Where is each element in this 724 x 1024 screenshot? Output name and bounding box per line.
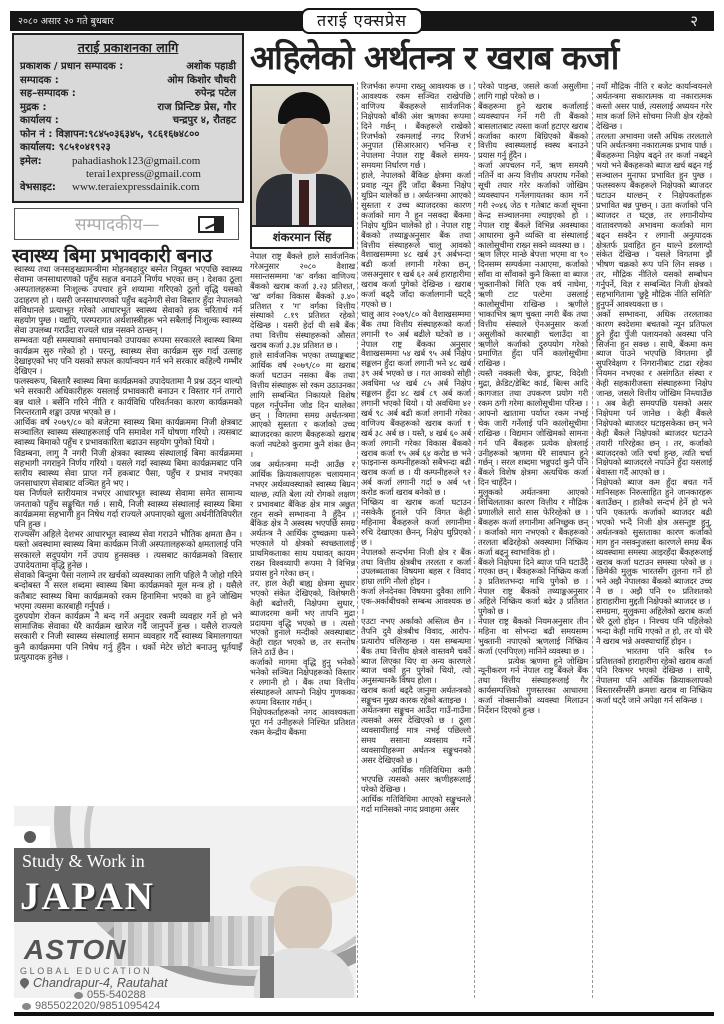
ad-phone-text: 055-540288: [87, 989, 146, 1001]
article-paragraph: मुलुकको अर्थतन्त्रमा आएको शिथिलताका कारण वित्तीय र मौद्रिक प्रणालीले सारो सास फेरिरहेको छ । बैंकहरू कर्जा लगानीमा अनिच्छुक छन् । कर्जाको माग नभएको र बैंकहरूको तरलता बढिरहेको अवस्थामा निष्क्रिय कर्जा बढ्नु स्वाभाविक हो ।: [478, 487, 588, 557]
ad-country: JAPAN: [20, 875, 155, 918]
column-divider: [592, 82, 593, 998]
pen-writing-icon: [198, 216, 224, 233]
author-face: [280, 118, 328, 174]
article-paragraph: निष्क्रिय वा खराब कर्जा घटाउन नसकेकै हुनाले पनि विगत केही महिनामा बैंकहरूले कर्जा लगानीमा रुचि देखाएका छैनन्, निक्षेप थुप्रिएको छ ।: [361, 497, 471, 547]
mobile-icon: [22, 1003, 31, 1010]
author-photo: [250, 84, 354, 249]
ad-brand-logo: ASTON: [24, 934, 127, 965]
publisher-row-value: रुपेन्द्र पटेल: [194, 88, 236, 99]
article-paragraph: समग्रमा, मुलुकमा अहिलेको खराब कर्जा धेरै ठूलो होइन । निश्चय पनि पहिलेको भन्दा केही माथि गएको त हो, तर यो धेरै नै खराब भन्ने अवस्थाचाहिँ होइन ।: [596, 606, 712, 646]
column-divider: [474, 82, 475, 998]
email-row: [20, 155, 236, 168]
editorial-section-label: सम्पादकीय—: [75, 215, 160, 235]
publisher-row-label: सह–सम्पादक :: [20, 88, 76, 99]
publisher-row-label: कार्यालय :: [20, 115, 59, 126]
publisher-info-box: [12, 33, 244, 203]
editorial-label-box: [14, 208, 239, 240]
ad-mobile-text: 9855022020/9851095424: [35, 1000, 161, 1012]
article-paragraph: अर्को सम्भावना, अधिक तरलताका कारण स्वदेशमा बचतको न्यून प्रतिफल हुने हुँदा पुँजी पलायनको अवस्था पनि सिर्जना हुन सक्छ । साथै, बैंकमा कम ब्याज पाउने भएपछि विगतमा झैं सुपरिवेक्षण र निगरानीबाट टाढा रहेका नियमन नभएका र असंगठित संस्था र केही सहकारीजस्ता संस्थाहरूमा निक्षेप जान्छ, जसले वित्तीय जोखिम निम्त्याउँछ । अब केही समयपछि यसको असर निक्षेपमा पर्न जानेछ । केही बैंकले निक्षेपको ब्याजदर घटाइसकेका छन् भने केही बैंकले निक्षेपको ब्याजदर घटाउने तयारी गरिरहेका छन् । तर, कर्जाको ब्याजदरको जति चर्चा हुन्छ, त्यति चर्चा निक्षेपको ब्याजदरले नपाउने हुँदा यसलाई बेवास्ता गर्दै आएको छ ।: [596, 308, 712, 478]
publisher-box-title: तराई प्रकाशनका लागि: [77, 40, 179, 55]
publisher-row: [20, 114, 236, 128]
article-paragraph: एउटा नभए अर्काको अस्तित्व छैन । तैपनि दुवै क्षेत्रबीच विवाद, आरोप-प्रत्यारोप चलिरहन्छ । यस सम्बन्धमा बैंक तथा वित्तीय क्षेत्रले वास्तवमै चर्को ब्याज लिएका थिए वा अन्य कारणले ब्याज चर्को हुन पुगेको थियो, त्यो अनुसन्धानकै विषय होला ।: [361, 615, 471, 686]
article-paragraph: तर, हाल केही बाह्य क्षेत्रमा सुधार भएको संकेत देखिएको, विशेषगरी केही बढोत्तरी, निक्षेपमा सुधार, ब्याजदरमा कमी भए तापनि मुद्रा प्रदायमा वृद्धि भएको छ । त्यसो भएको हुनाले मन्दीको अवस्थाबाट केही राहत भएको छ, तर सन्तोष लिने ठाउँ छैन ।: [250, 577, 355, 658]
article-paragraph: कर्जा लेनदेनका विषयमा दुवैका लागि एक-अर्काबीचको सम्बन्ध आवश्यक छ ।: [361, 586, 471, 617]
editorial-title: स्वास्थ्य बिमा प्रभावकारी बनाउ: [12, 245, 212, 267]
issue-date: २०८० असार २० गते बुधबार: [18, 16, 114, 27]
publisher-row-value: ओम किशोर चौधरी: [167, 74, 236, 86]
publisher-row: [20, 60, 236, 74]
editorial-paragraph: फलस्वरूप, बिस्तारै स्वास्थ्य बिमा कार्यक्रमको उपादेयतामा नै प्रश्न उठ्न थाल्यो भने सरकारी अधिकारीहरू यसलाई प्रभावकारी बनाउन र विस्तार गर्न तगारो बन्न थाले । बर्सेनि गरिने नीति र कार्यविधि परिवर्तनका कारण कार्यक्रमको निरन्तरतामै शङ्का उत्पन्न भएको छ ।: [14, 377, 242, 418]
ad-mobile: [22, 1000, 160, 1012]
page-header-bar: [10, 11, 714, 31]
editorial-paragraph: यस निर्णयले स्तरीयमात्र नभएर आधारभूत स्वास्थ्य सेवामा समेत सामान्य जनताको पहुँच सङ्कुचित गर्छ । साथै, निजी स्वास्थ्य संस्थालाई स्वास्थ्य बिमा कार्यक्रममा सहभागी हुन निषेध गर्दा राज्यले अपनाएको खुला अर्थनीतिविपरीत पनि हुन्छ ।: [14, 489, 242, 531]
ad-address-text: Chandrapur-4, Rautahat: [33, 976, 168, 990]
article-paragraph: हाले सार्वजनिक भएका तथ्याङ्कबाट आर्थिक वर्ष २०७९/८० मा खराब कर्जा घटाउन नसका बैंक तथा वित्तीय संस्थाहरू सो रकम उठाउनका लागि सम्बन्धित निकायले विशेष पहल गर्नुपर्नेमा जोड दिन थालेका छन् । विगतमा समग्र अर्थतन्त्रमा आएको सुस्तता र कर्जाको उच्च ब्याजदरका कारण बैंकहरूको खराब कर्जा नघटेको कुरामा कुनै शंका छैन ।: [250, 350, 355, 460]
phone-line: फोन नं : विज्ञापन:९८४५०३६३४५, ९८६१६७४८००: [20, 128, 200, 140]
publisher-row-label: प्रकाशक / प्रधान सम्पादक :: [20, 61, 124, 72]
article-paragraph: हाले, नेपालको बैंकिङ क्षेत्रमा कर्जा प्रवाह न्यून हुँदै जाँदा बैंकमा निक्षेप थुप्रिन थालेको छ । अर्थतन्त्रमा आएको सुस्तता र उच्च ब्याजदरका कारण कर्जाको माग नै हुन नसक्दा बैंकमा निक्षेप थुप्रिन थालेको हो । नेपाल राष्ट्र बैंकको तथ्याङ्कअनुसार बैंक तथा वित्तीय संस्थाहरूले चालु आवको वैशाखसम्ममा ४८ खर्ब ३९ अर्बभन्दा बढी कर्जा लगानी गरेका छन्, जसअनुसार १ खर्ब ६२ अर्ब हाराहारीमा खराब कर्जा पुगेको देखिन्छ । खराब कर्जा बढ्दै जाँदा कर्जालगानी घट्दै गएको छ ।: [361, 170, 471, 309]
email-label: इमेल:: [20, 155, 42, 167]
author-tie: [299, 180, 309, 226]
article-paragraph: कर्जाको मागमा वृद्धि हुनु भनेको भनेको सञ्चित निक्षेपहरूको विस्तार र लगानी हो । बैंक तथा वित्तीय संस्थाहरूले आफ्नो निक्षेप गुणकका रूपमा विस्तार गर्छन् ।: [250, 657, 355, 707]
article-paragraph: अर्थतन्त्रमा सङ्कुचन आउँदा गाउँ-गाउँमा त्यसको असर देखिएको छ । ठूला व्यवसायीलाई मात्र नभई पछिल्लो समय ससाना व्यवसाय गर्ने व्यवसायीहरूमा अर्थतन्त्र सङ्कुचनको असर देखिएको छ ।: [361, 705, 471, 765]
ad-student-photo: [244, 866, 356, 998]
article-paragraph: रिजर्भका रूपमा राख्नु आवश्यक छ । आवश्यक रकम सञ्चित राखेपछि वाणिज्य बैंकहरूले सार्वजनिक निक्षेपको बाँकी अंश ऋणका रूपमा दिने गर्छन् । बैंकहरूले राखेको रिजर्भको रकमलाई नगद रिजर्भ अनुपात (सिआरआर) भनिन्छ र नेपालमा नेपाल राष्ट्र बैंकले समय-समयमा निर्धारण गर्छ ।: [361, 81, 471, 171]
office-phone-line: कार्यालय: ९८५१०४१९२३: [20, 142, 111, 153]
japan-flag-icon: [14, 826, 50, 848]
article-paragraph: नेपालको सन्दर्भमा निजी क्षेत्र र बैंक तथा वित्तीय क्षेत्रबीच तरलता र कर्जा उपलब्धताका विषयमा बहस र विवाद हाम्रा लागि नौलो होइन ।: [361, 546, 471, 587]
article-paragraph: त्यस्तै नक्कली चेक, ड्राफ्ट, विदेशी मुद्रा, क्रेडिट/डेबिट कार्ड, बिल्स आदि कागजात तथा उपकरण प्रयोग गरी रकम ठगी गरेमा कालोसूचीमा परिन्छ । आफ्नो खातामा पर्याप्त रकम नभई चेक जारी गर्नेलाई पनि कालोसूचीमा राखिन्छ । विद्यमान जोखिमको सामना गर्न पनि बैंकहरू प्रत्येक क्षेत्रलाई उनीहरूको ऋणमा धेरै सावधान हुने गर्छन् । सरल शब्दमा भन्नुपर्दा कुनै पनि बैंकले विशेष क्षेत्रमा अत्यधिक कर्जा दिन चाहँदैन ।: [478, 368, 588, 488]
article-paragraph: जब अर्थतन्त्रमा मन्दी आउँछ र आर्थिक क्रियाकलापहरू चलायमान नभएर अर्थव्यवस्थाको स्वास्थ्य बिग्रन थाल्छ, त्यति बेला त्यो रोगको लक्षण र प्रभावबाट बैंकिङ क्षेत्र मात्र अछुत रहन सक्ने सम्भावना नै हुँदैन । बैंकिङ क्षेत्र नै अस्वस्थ भएपछि समग्र अर्थतन्त्र नै आर्थिक दुष्चक्रमा फस्ने भएकाले यो क्षेत्रको स्वच्छतालाई प्राथमिकताका साथ यथावत् कायम राख्न विश्वव्यापी रूपमा नै विभिन्न प्रयास हुने गरेका छन् ।: [250, 459, 355, 578]
ad-address: [20, 976, 168, 990]
publisher-row: [20, 101, 236, 115]
editorial-body: [14, 265, 242, 663]
publisher-row-label: मुद्रक :: [20, 101, 47, 113]
article-paragraph: बैंकहरूमा हुने खराब कर्जालाई व्यवस्थापन गर्ने गरी ती बैंकको बासलातबाट त्यस्ता कर्जा हटाएर खराब कर्जाका कारण बिग्रिएको बैंकको वित्तीय स्वास्थ्यलाई स्वस्थ बनाउने प्रयास गर्नु हुँदैन ।: [478, 100, 588, 161]
editorial-paragraph: दुरुपयोग रोकन कार्यक्रम नै बन्द गर्ने अनुदार रकमी व्यवहार गर्ने हो भने सामाजिक सेवाका धेरै कार्यक्रम खारेज गर्दै जानुपर्ने हुन्छ । यसैले राज्यले सरकारी र निजी स्वास्थ्य संस्थालाई समान व्यवहार गर्दै स्वास्थ्य बिमालगायत कुनै कार्यक्रममा पनि निषेध गर्नु हुँदैन । धर्को मेटेर छोटो बनाउनु धूर्तयाइँ प्रत्युत्पादक हुनेछ ।: [14, 611, 242, 663]
article-paragraph: नेपाल राष्ट्र बैंकले हाले सार्वजनिक गरेअनुसार २०८० वैशाख मसान्तसम्ममा 'क' वर्गका वाणिज्य बैंकको खराब कर्जा ३.२३ प्रतिशत, 'ख' वर्गका विकास बैंकको ३.४० प्रतिशत र 'ग' वर्गका वित्तीय संस्थाको ८.१९ प्रतिशत रहेको देखिन्छ । यसरी हेर्दा यी सबै बैंक तथा वित्तीय संस्थाहरूको औसत खराब कर्जा ३.३४ प्रतिशत छ ।: [250, 251, 355, 351]
publisher-row: [20, 87, 236, 101]
article-paragraph: चालु आव २०७९/८० को वैशाखसम्ममा बैंक तथा वित्तीय संस्थाहरूको कर्जा लगानी १० अर्ब बढीले घटेको छ । नेपाल राष्ट्र बैंकका अनुसार वैशाखसम्ममा ५४ खर्ब ९५ अर्ब निक्षेप सङ्कलन हुँदा कर्जा लगानी भने ४८ खर्ब ३९ अर्ब भएको छ । गत आवको सोही अवधिमा ५४ खर्ब ८५ अर्ब निक्षेप सङ्कलन हुँदा ४८ खर्ब ८९ अर्ब कर्जा लगानी भएको थियो । यो अवधिमा ४२ खर्ब ९८ अर्ब बढी कर्जा लगानी गरेका वाणिज्य बैंकहरूको खराब कर्जा १ खर्ब ३८ अर्ब छ । यस्तै, ४ खर्ब ६० अर्ब कर्जा लगानी गरेका विकास बैंकको खराब कर्जा १५ अर्ब ६४ करोड छ भने फाइनान्स कम्पनीहरूको सबैभन्दा बढी खराब कर्जा छ । यी कम्पनीहरूले ९२ अर्ब कर्जा लगानी गर्दा ७ अर्ब ५१ करोड कर्जा खराब बनेको छ ।: [361, 308, 471, 498]
article-column-2: [361, 82, 471, 815]
article-paragraph: प्रत्येक ऋणमा हुने जोखिम न्यूनीकरण गर्न नेपाल राष्ट्र बैंकले बैंक तथा वित्तीय संस्थाहरूलाई गैर कार्यसम्पत्तिको गुणस्तरका आधारमा कर्जा नोक्सानीको व्यवस्था मिलाउन निर्देशन दिएको हुन्छ ।: [478, 655, 588, 716]
article-paragraph: भारतमा पनि करिब १० प्रतिशतको हाराहारीमा रहेको खराब कर्जा पनि रिकभर भएको देखिन्छ । साथै, नेपालमा पनि आर्थिक क्रियाकलापको विस्तारसँगसँगै क्रमशः खराब वा निष्क्रिय कर्जा घट्दै जाने अपेक्षा गर्न सकिन्छ ।: [596, 645, 713, 706]
publisher-row-label: सम्पादक :: [20, 74, 59, 86]
article-paragraph: परेको पाइन्छ, जसले कर्जा असुलीमा लागि गाह्रो परेको छ ।: [478, 81, 588, 101]
article-paragraph: नयाँ मौद्रिक नीति र बजेट कार्यान्वयनले अर्थतन्त्रमा सकारात्मक वा नकारात्मक कस्तो असर पार्छ, त्यसलाई अध्ययन गरेर मात्र कर्जा लिने सोचमा निजी क्षेत्र रहेको देखिन्छ ।: [596, 81, 712, 131]
column-divider: [357, 82, 358, 998]
ad-brand-subtitle: GLOBAL EDUCATION: [20, 966, 153, 976]
editorial-paragraph: सेवाको बिन्दुमा पैसा नलाग्ने तर खर्चको व्यवस्थाका लागि पहिले नै जोहो गरिने बन्दोबस्त नै सरल शब्दमा स्वास्थ्य बिमा कार्यक्रमको मूल मन्त्र हो । यसैले कतैबाट स्वास्थ्य बिमा कार्यक्रमको रकम हिनामिना भएको वा हुने जोखिम भएमा त्यसमा कारबाही गर्नुपर्छ ।: [14, 571, 242, 612]
article-paragraph: नेपाल राष्ट्र बैंकको नियमअनुसार तीन महिना वा सोभन्दा बढी समयसम्म भुक्तानी नपाएको ऋणलाई निष्क्रिय कर्जा (एनपिएल) मानिने व्यवस्था छ ।: [478, 615, 588, 656]
article-paragraph: निक्षेपकर्ताहरूको नगद आवश्यकता पूरा गर्न उनीहरूले निश्चित प्रतिशत रकम केन्द्रीय बैंकमा: [250, 706, 355, 737]
publisher-row-value: राज प्रिन्टिङ प्रेस, गौर: [157, 101, 236, 113]
editorial-paragraph: स्वास्थ्य तथा जनसङ्ख्यामन्त्रीमा मोहनबहादुर बस्नेत नियुक्त भएपछि स्वास्थ्य सेवामा जनसाधारणको पहुँच सहज बनाउने निर्णय भएका छन् । देशका ठूला अस्पतालहरूमा निःशुल्क उपचार हुने शय्यामा गरिएको ठूलो वृद्धि यसको उदाहरण हो । यसरी जनसाधारणको पहुँच बढ्नेगरी सेवा विस्तार हुँदा नेपालको संविधानले प्रत्याभूत गरेको आधारभूत स्वास्थ्य सेवाको हक चरितार्थ गर्न सहयोग पुग्छ । यद्यपि, परम्परागत अर्थशास्त्रीहरू भने सबैलाई निःशुल्क स्वास्थ्य सेवा उपलब्ध गराउँदा राज्यले धान्न नसक्ने ठान्छन् ।: [14, 265, 242, 337]
study-japan-advertisement[interactable]: [14, 806, 356, 998]
article-paragraph: आर्थिक गतिविधिमा कमी भएपछि त्यसको असर ऋणीहरूलाई परेको देखिन्छ ।: [361, 764, 471, 795]
editorial-paragraph: सम्भवतः यही समस्याको समाधानको उपायका रूपमा सरकारले स्वास्थ्य बिमा कार्यक्रम सुरु गरेको हो । परन्तु, स्वास्थ्य सेवा कार्यक्रम सुरु गर्दा उत्साह देखाइएको भए पनि यसको सफल कार्यान्वयन गर्न भने सरकार कहिल्यै गम्भीर देखिएन ।: [14, 336, 242, 378]
website-label: वेभसाइट:: [20, 181, 56, 193]
article-paragraph: कर्जा अपचलन गर्ने, ऋण समयमै नतिर्ने वा अन्य वित्तीय अपराध गर्नेको सूची तयार गरेर कर्जाको जोखिम व्यवस्थापन गर्नेलगायतका काम गर्ने गरी २०४६ जेठ १ गतेबाट कर्जा सूचना केन्द्र सञ्चालनमा ल्याइएको हो । नेपाल राष्ट्र बैंकले विभिन्न अवस्थाका आधारमा कुनै व्यक्ति वा संस्थालाई कालोसूचीमा राख्न सक्ने व्यवस्था छ ।: [478, 160, 588, 250]
article-paragraph: खराब कर्जा बढ्दै जानुमा अर्थतन्त्रको सङ्कुचन मुख्य कारक रहेको बताइन्छ ।: [361, 685, 471, 706]
article-paragraph: तरलता अभावमा जस्तै अधिक तरलताले पनि अर्थतन्त्रमा नकारात्मक प्रभाव पार्छ । बैंकहरूमा निक्षेप बढ्ने तर कर्जा नबढ्ने भयो भने बैंकहरूको ब्याज खर्च बढ्न गई सञ्चालन मुनाफा प्रभावित हुन पुग्छ । फलस्वरूप बैंकहरूले निक्षेपको ब्याजदर घटाउन थाल्छन् र निक्षेपकर्ताहरू प्रभावित बन्न पुग्छन् । उता कर्जाको पनि ब्याजदर त घट्छ, तर लगानीयोग्य वातावरणको अभावमा कर्जाको माग बढ्न सक्दैन र लगानी अनुत्पादक क्षेत्रतर्फ प्रवाहित हुन थाल्ने डरलाग्दो संकेत देखिन्छ । यसले विगतमा झैं भीषण चक्रको रूप पनि लिन सक्छ । तर, मौद्रिक नीतिले यसको सम्बोधन गर्नुपर्ने, विज्ञ र सम्बन्धित निजी क्षेत्रको सहभागितामा 'छुट्टै मौद्रिक नीति समिति' हुनुपर्ने आवश्यकता छ ।: [596, 130, 712, 309]
article-headline: अहिलेको अर्थतन्त्र र खराब कर्जा: [250, 38, 619, 77]
photo-caption: शंकरमान सिंह: [252, 225, 352, 247]
article-paragraph: ऋण लिएर मान्छे बेपत्ता भएमा वा ९० दिनसम्म सम्पर्कमा नआएमा, कर्जाको साँवा वा साँवाको कुनै किस्ता वा ब्याज भुक्तानीको मिति एक वर्ष नाघेमा, ऋणी टाट पल्टेमा उसलाई कालोसूचीमा राखिन्छ । ऋणीले भाकाभित्र ऋण चुक्ता नगरी बैंक तथा वित्तीय संस्थाले ऐनअनुसार कर्जा असुलीको कारबाही चलाउँदा वा ऋणीले कर्जाको दुरुपयोग गरेको प्रमाणित हुँदा पनि कालोसूचीमा राखिन्छ ।: [478, 249, 588, 369]
publisher-row-value: अशोक पहाडी: [186, 61, 236, 72]
email-link-2[interactable]: terai1express@gmail.com: [86, 167, 201, 180]
email-link-1[interactable]: pahadiashok123@gmail.com: [72, 154, 201, 167]
page-number: २: [690, 12, 698, 30]
phone-icon: [74, 992, 83, 999]
editorial-paragraph: विडम्बना, लागु नै नगरी निजी क्षेत्रका स्वास्थ्य संस्थालाई बिमा कार्यक्रममा सहभागी नगराइने निर्णय गरियो । यसले गर्दा स्वास्थ्य बिमा कार्यक्रमबाट पनि स्तरीय स्वास्थ्य सेवा प्राप्त गर्ने हकबाट पैसा, पहुँच र प्रभाव नभएका जनसाधारण सेवाबाट वञ्चित हुने भए ।: [14, 448, 242, 490]
article-paragraph: बैंकले निक्षेपमा दिने ब्याज पनि घटाउँदै गएका छन् । बैंकहरूको निष्क्रिय कर्जा ३ प्रतिशतभन्दा माथि पुगेको छ । नेपाल राष्ट्र बैंकको तथ्याङ्कअनुसार अहिले निष्क्रिय कर्जा बढेर ३ प्रतिशत पुगेको छ ।: [478, 556, 588, 617]
article-column-4: [596, 82, 712, 706]
student-face: [274, 886, 332, 952]
publisher-row-value: चन्द्रपुर ४, रौतहट: [172, 115, 236, 126]
article-column-1: [250, 252, 355, 737]
article-column-3: [478, 82, 588, 716]
masthead-logo: तराई एक्सप्रेस: [301, 8, 423, 34]
editorial-paragraph: राज्यसँग अहिले देशभर आधारभूत स्वास्थ्य सेवा गराउने भौतिक क्षमता छैन । यस्तो अवस्थामा स्वास्थ्य बिमा कार्यक्रम निजी अस्पतालहरूको क्षमतालाई पनि सरकारले सदुपयोग गर्ने उपाय हुनसक्छ । त्यसबाट कार्यक्रमको विस्तार उपादेयतामा वृद्धि हुनेछ ।: [14, 530, 242, 571]
location-pin-icon: [18, 976, 31, 989]
backpack-strap: [260, 956, 274, 998]
editorial-paragraph: आर्थिक वर्ष २०७९/८० को बजेटमा स्वास्थ्य बिमा कार्यक्रममा निजी क्षेत्रबाट सञ्चालित स्वास्थ्य संस्थाहरूलाई पनि समावेश गर्ने घोषणा गरियो । त्यसबाट स्वास्थ्य बिमाको पहुँच र प्रभावकारिता बढाउन सहयोग पुगेको थियो ।: [14, 418, 242, 449]
website-row: [20, 181, 236, 194]
website-link[interactable]: www.teraiexpressdainik.com: [72, 180, 200, 193]
article-paragraph: निक्षेपको ब्याज कम हुँदा बचत गर्ने मानिसहरू निरुत्साहित हुने जानकारहरू बताउँछन् । हालैको सन्दर्भ हेर्ने हो भने पनि एकातर्फ कर्जाको ब्याजदर बढी भएको भन्दै निजी क्षेत्र असन्तुष्ट हुनु, अर्थतन्त्रको सुस्तताका कारण कर्जाको माग हुन नसक्नुजस्ता कारणले समग्र बैंक व्यवस्थामा समस्या आइरहँदा बैंकहरूलाई खराब कर्जा घटाउन समस्या परेको छ । छिमेकी मुलुक भारतसँग तुलना गर्ने हो भने अझै नेपालका बैंकको ब्याजदर उच्च नै छ । अझै पनि १० प्रतिशतको हाराहारीमा मुद्दती निक्षेपको ब्याजदर छ ।: [596, 477, 712, 607]
publisher-row: [20, 74, 236, 88]
article-paragraph: आर्थिक गतिविधिमा आएको सङ्कुचनले गर्दा मानिसको नगद प्रवाहमा असर: [361, 794, 471, 815]
ad-headline: Study & Work in: [22, 851, 145, 871]
bottom-rule: [14, 1012, 714, 1016]
